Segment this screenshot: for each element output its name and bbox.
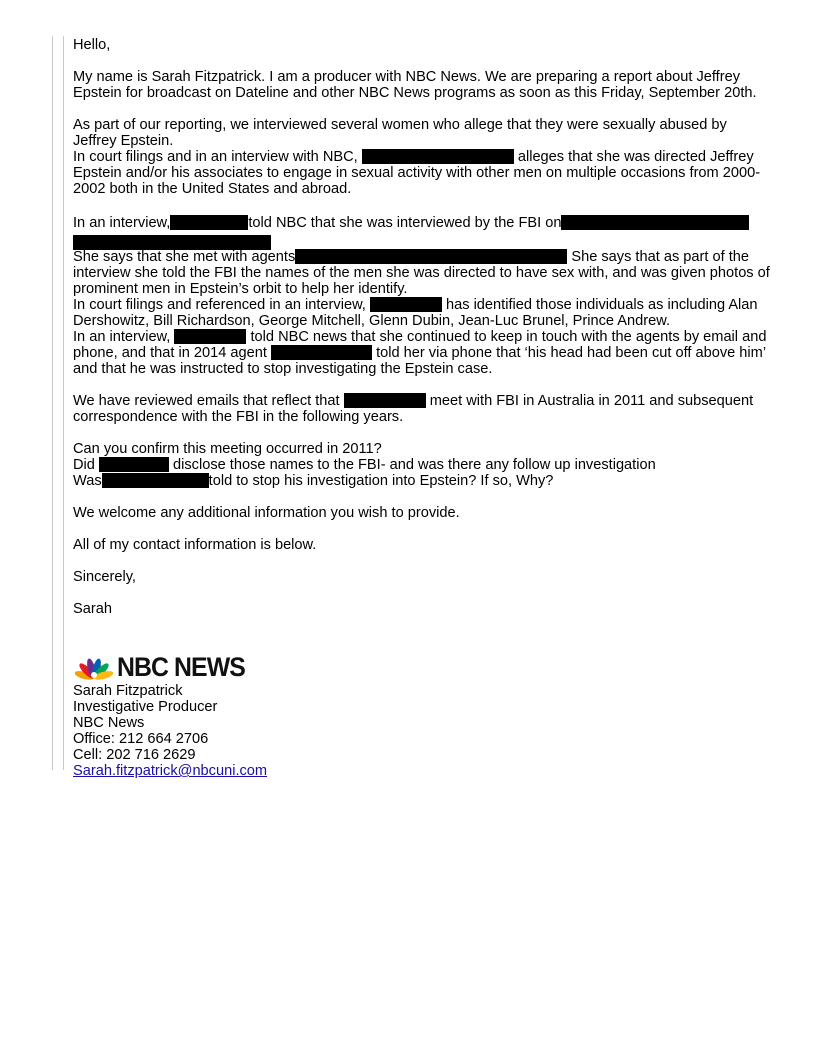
greeting: Hello, bbox=[73, 37, 111, 53]
quote-bar-inner bbox=[63, 36, 64, 770]
redaction-block bbox=[174, 329, 246, 344]
logo-text: NBC NEWS bbox=[117, 652, 245, 682]
paragraph-reporting: As part of our reporting, we interviewed several women who allege that they were sexually abused by Jeffrey Epstein. bbox=[73, 117, 727, 149]
question-meeting: Can you confirm this meeting occurred in 2011? bbox=[73, 441, 382, 457]
signature-email-link[interactable]: Sarah.fitzpatrick@nbcuni.com bbox=[73, 763, 268, 779]
peacock-icon bbox=[75, 656, 113, 680]
nbc-news-logo bbox=[75, 652, 256, 683]
paragraph-welcome: We welcome any additional information you wish to provide. bbox=[73, 505, 460, 521]
redaction-block bbox=[344, 393, 426, 408]
redaction-block bbox=[170, 215, 248, 230]
paragraph-intro: My name is Sarah Fitzpatrick. I am a producer with NBC News. We are preparing a report about Jeffrey Epstein for broadcast on Dateline and other NBC News programs as soon as this Friday, September 20th. bbox=[73, 69, 757, 101]
question-names: Did disclose those names to the FBI- and was there any follow up investigation bbox=[73, 457, 656, 473]
redaction-block bbox=[271, 345, 372, 360]
signature-block bbox=[73, 683, 267, 779]
redaction-block bbox=[362, 149, 514, 164]
signature-cell-phone: Cell: 202 716 2629 bbox=[73, 747, 196, 763]
paragraph-contact: All of my contact information is below. bbox=[73, 537, 317, 553]
quote-bar-outer bbox=[52, 36, 53, 770]
paragraph-emails: We have reviewed emails that reflect that meet with FBI in Australia in 2011 and subsequent correspondence with the FBI in the following years. bbox=[73, 393, 754, 425]
paragraph-identified: In court filings and referenced in an interview, has identified those individuals as including Alan Dershowitz, Bill Richardson, George Mitchell, Glenn Dubin, Jean-Luc Brunel, Prince Andrew. bbox=[73, 297, 758, 329]
redaction-block bbox=[370, 297, 442, 312]
redaction-block bbox=[99, 457, 169, 472]
closing: Sincerely, bbox=[73, 569, 136, 585]
signature-title: Investigative Producer bbox=[73, 699, 218, 715]
question-stop: Was told to stop his investigation into Epstein? If so, Why? bbox=[73, 473, 554, 489]
signature-office-phone: Office: 212 664 2706 bbox=[73, 731, 209, 747]
redaction-block bbox=[102, 473, 209, 488]
redaction-block bbox=[295, 249, 567, 264]
paragraph-agents: She says that she met with agents She says that as part of the interview she told the FBI the names of the men she was directed to have sex with, and was given photos of prominent men in Epstein’s orbit to help her identify. bbox=[73, 249, 770, 297]
signature-name: Sarah Fitzpatrick bbox=[73, 683, 183, 699]
signature-org: NBC News bbox=[73, 715, 145, 731]
sender-name: Sarah bbox=[73, 601, 112, 617]
redaction-block bbox=[73, 235, 271, 250]
paragraph-court-filings: In court filings and in an interview with NBC, alleges that she was directed Jeffrey Epstein and/or his associates to engage in sexual activity with other men on multiple occasions from 2000-2002 both in the United States and abroad. bbox=[73, 149, 761, 197]
email-body bbox=[73, 37, 773, 633]
redaction-block bbox=[561, 215, 749, 230]
paragraph-fbi-interview: In an interview, told NBC that she was interviewed by the FBI on bbox=[73, 213, 773, 253]
paragraph-agent-call: In an interview, told NBC news that she continued to keep in touch with the agents by email and phone, and that in 2014 agent told her via phone that ‘his head had been cut off above him’ and that he was instructed to stop investigating the Epstein case. bbox=[73, 329, 767, 377]
